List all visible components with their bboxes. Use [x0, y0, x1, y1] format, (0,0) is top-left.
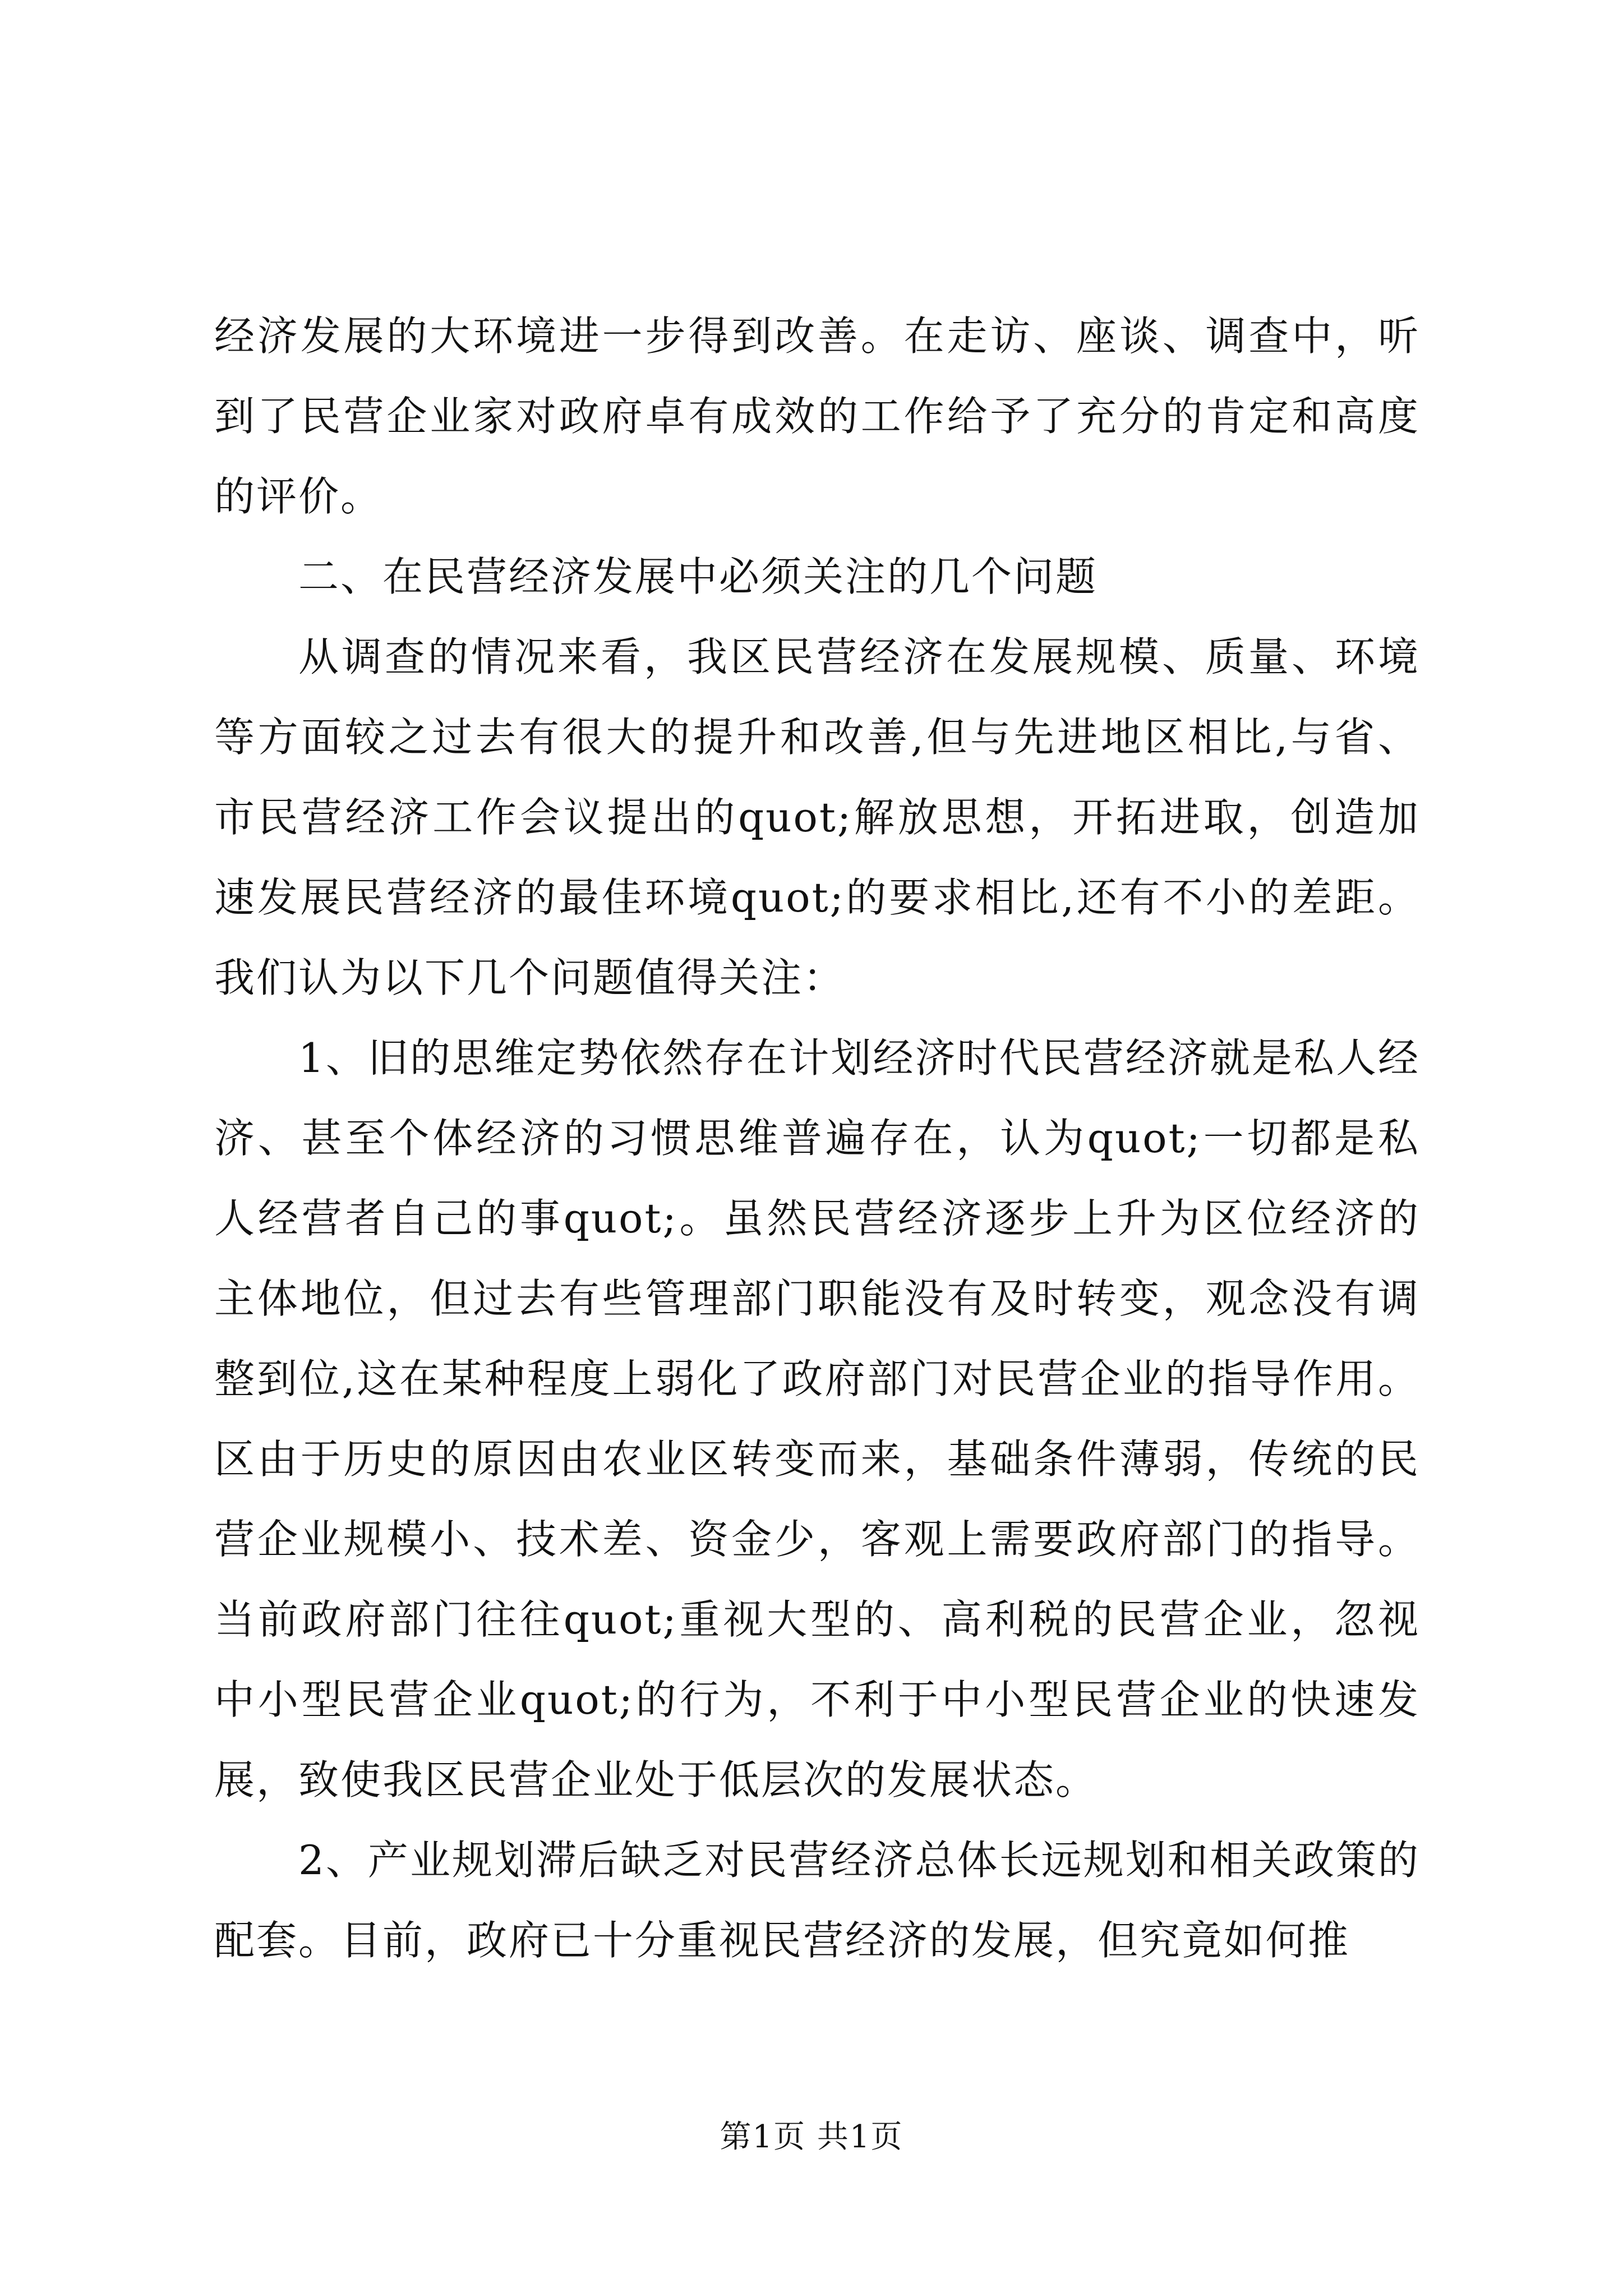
paragraph-point-2: 2、产业规划滞后缺乏对民营经济总体长远规划和相关政策的配套。目前，政府已十分重视民营经济的发展，但究竟如何推 [214, 1837, 1420, 1964]
section-heading: 二、在民营经济发展中必须关注的几个问题 [298, 553, 1098, 600]
paragraph-continuation: 经济发展的大环境进一步得到改善。在走访、座谈、调查中，听到了民营企业家对政府卓有成效的工作给予了充分的肯定和高度的评价。 [214, 312, 1420, 520]
paragraph-intro: 从调查的情况来看，我区民营经济在发展规模、质量、环境等方面较之过去有很大的提升和改善,但与先进地区相比,与省、市民营经济工作会议提出的quot;解放思想，开拓进取，创造加速发展民营经济的最佳环境quot;的要求相比,还有不小的差距。我们认为以下几个问题值得关注： [214, 633, 1420, 1001]
paragraph-point-1: 1、旧的思维定势依然存在计划经济时代民营经济就是私人经济、甚至个体经济的习惯思维普遍存在，认为quot;一切都是私人经营者自己的事quot;。虽然民营经济逐步上升为区位经济的主体地位，但过去有些管理部门职能没有及时转变，观念没有调整到位,这在某种程度上弱化了政府部门对民营企业的指导作用。区由于历史的原因由农业区转变而来，基础条件薄弱，传统的民营企业规模小、技术差、资金少，客观上需要政府部门的指导。当前政府部门往往quot;重视大型的、高利税的民营企业，忽视中小型民营企业quot;的行为，不利于中小型民营企业的快速发展，致使我区民营企业处于低层次的发展状态。 [214, 1034, 1420, 1803]
document-body [214, 296, 1420, 1981]
page-footer: 第1页 共1页 [720, 2119, 903, 2155]
